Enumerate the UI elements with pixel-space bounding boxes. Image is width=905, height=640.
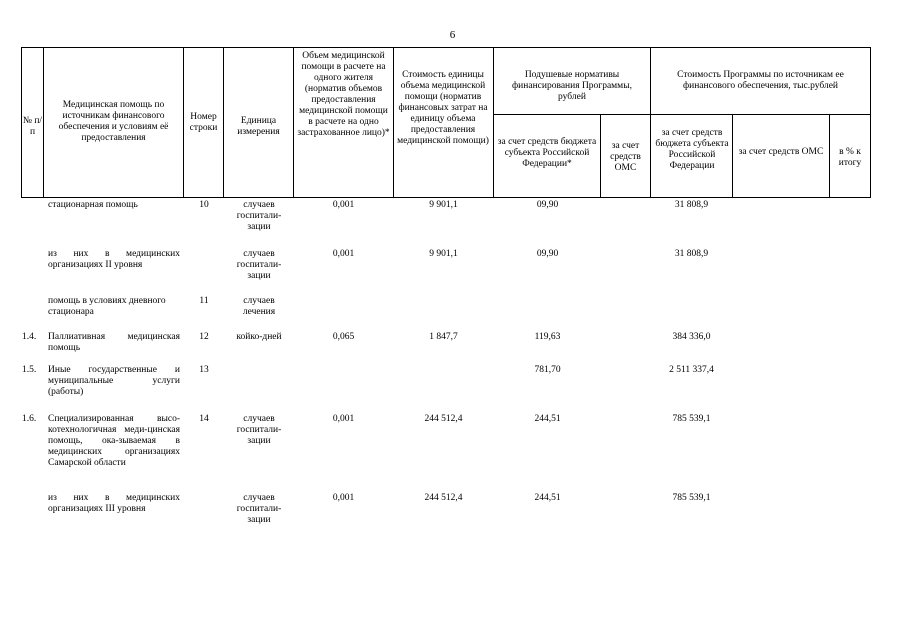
row-volume: 0,065 bbox=[332, 332, 355, 342]
row-unit: койко-дней bbox=[236, 332, 282, 342]
row-percapita-budget: 09,90 bbox=[536, 200, 559, 210]
header-volume: Объем медицинской помощи в расчете на одного жителя (норматив объемов предоставления медицинской помощи в расчете на одно застрахованное лицо)* bbox=[297, 51, 390, 138]
row-percapita-budget: 244,51 bbox=[534, 414, 561, 424]
row-percapita-budget: 244,51 bbox=[534, 493, 561, 503]
row-name: из них в медицинских организациях III уровня bbox=[48, 493, 180, 514]
row-line: 14 bbox=[199, 414, 209, 424]
row-percapita-budget: 119,63 bbox=[534, 332, 561, 342]
row-cost: 1 847,7 bbox=[429, 332, 458, 342]
row-program-budget: 31 808,9 bbox=[674, 249, 709, 259]
row-name: из них в медицинских организациях II уровня bbox=[48, 249, 180, 270]
row-percapita-budget: 781,70 bbox=[534, 365, 561, 375]
row-line: 11 bbox=[199, 296, 209, 306]
row-cost: 9 901,1 bbox=[429, 249, 458, 259]
row-name: стационарная помощь bbox=[48, 200, 138, 210]
row-unit: случаев госпитали-зации bbox=[236, 200, 282, 232]
header-program-oms: за счет средств ОМС bbox=[738, 147, 824, 157]
header-line: Номер строки bbox=[189, 112, 218, 133]
row-num: 1.6. bbox=[22, 414, 37, 424]
header-percapita-budget: за счет средств бюджета субъекта Российской Федерации* bbox=[497, 137, 597, 169]
row-line: 13 bbox=[199, 365, 209, 375]
row-cost: 244 512,4 bbox=[424, 493, 463, 503]
header-care: Медицинская помощь по источникам финансового обеспечения и условиям её предоставления bbox=[58, 100, 169, 143]
row-unit: случаев госпитали-зации bbox=[236, 493, 282, 525]
row-name: помощь в условиях дневного стационара bbox=[48, 296, 166, 317]
row-program-budget: 2 511 337,4 bbox=[669, 365, 714, 375]
header-program-cost: Стоимость Программы по источникам ее финансового обеспечения, тыс.рублей bbox=[677, 70, 844, 91]
row-percapita-budget: 09,90 bbox=[536, 249, 559, 259]
row-name: Паллиативная медицинская помощь bbox=[48, 332, 180, 353]
row-volume: 0,001 bbox=[332, 414, 355, 424]
header-percapita-oms: за счет средств ОМС bbox=[610, 141, 641, 173]
page-number: 6 bbox=[449, 29, 456, 41]
row-unit: случаев госпитали-зации bbox=[236, 414, 282, 446]
row-unit: случаев госпитали-зации bbox=[236, 249, 282, 281]
row-program-budget: 31 808,9 bbox=[674, 200, 709, 210]
header-unit: Единица измерения bbox=[237, 116, 280, 137]
row-num: 1.5. bbox=[22, 365, 37, 375]
row-program-budget: 384 336,0 bbox=[672, 332, 711, 342]
row-cost: 9 901,1 bbox=[429, 200, 458, 210]
row-volume: 0,001 bbox=[332, 200, 355, 210]
header-cost: Стоимость единицы объема медицинской помощи (норматив финансовых затрат на единицу объема предоставления медицинской помощи) bbox=[397, 70, 489, 146]
row-program-budget: 785 539,1 bbox=[672, 414, 711, 424]
row-num: 1.4. bbox=[22, 332, 37, 342]
row-name: Иные государственные и муниципальные услуги (работы) bbox=[48, 365, 180, 397]
row-program-budget: 785 539,1 bbox=[672, 493, 711, 503]
row-unit: случаев лечения bbox=[242, 296, 276, 317]
row-volume: 0,001 bbox=[332, 249, 355, 259]
row-line: 10 bbox=[199, 200, 209, 210]
row-line: 12 bbox=[199, 332, 209, 342]
row-volume: 0,001 bbox=[332, 493, 355, 503]
header-program-budget: за счет средств бюджета субъекта Российской Федерации bbox=[655, 128, 729, 171]
row-name: Специализированная высо-котехнологичная меди-цинская помощь, ока-зываемая в медицинских организациях Самарской области bbox=[48, 414, 180, 468]
row-cost: 244 512,4 bbox=[424, 414, 463, 424]
header-percapita: Подушевые нормативы финансирования Программы, рублей bbox=[512, 70, 632, 102]
header-program-percent: в % к итогу bbox=[838, 147, 862, 168]
header-num: № п/п bbox=[22, 116, 43, 137]
